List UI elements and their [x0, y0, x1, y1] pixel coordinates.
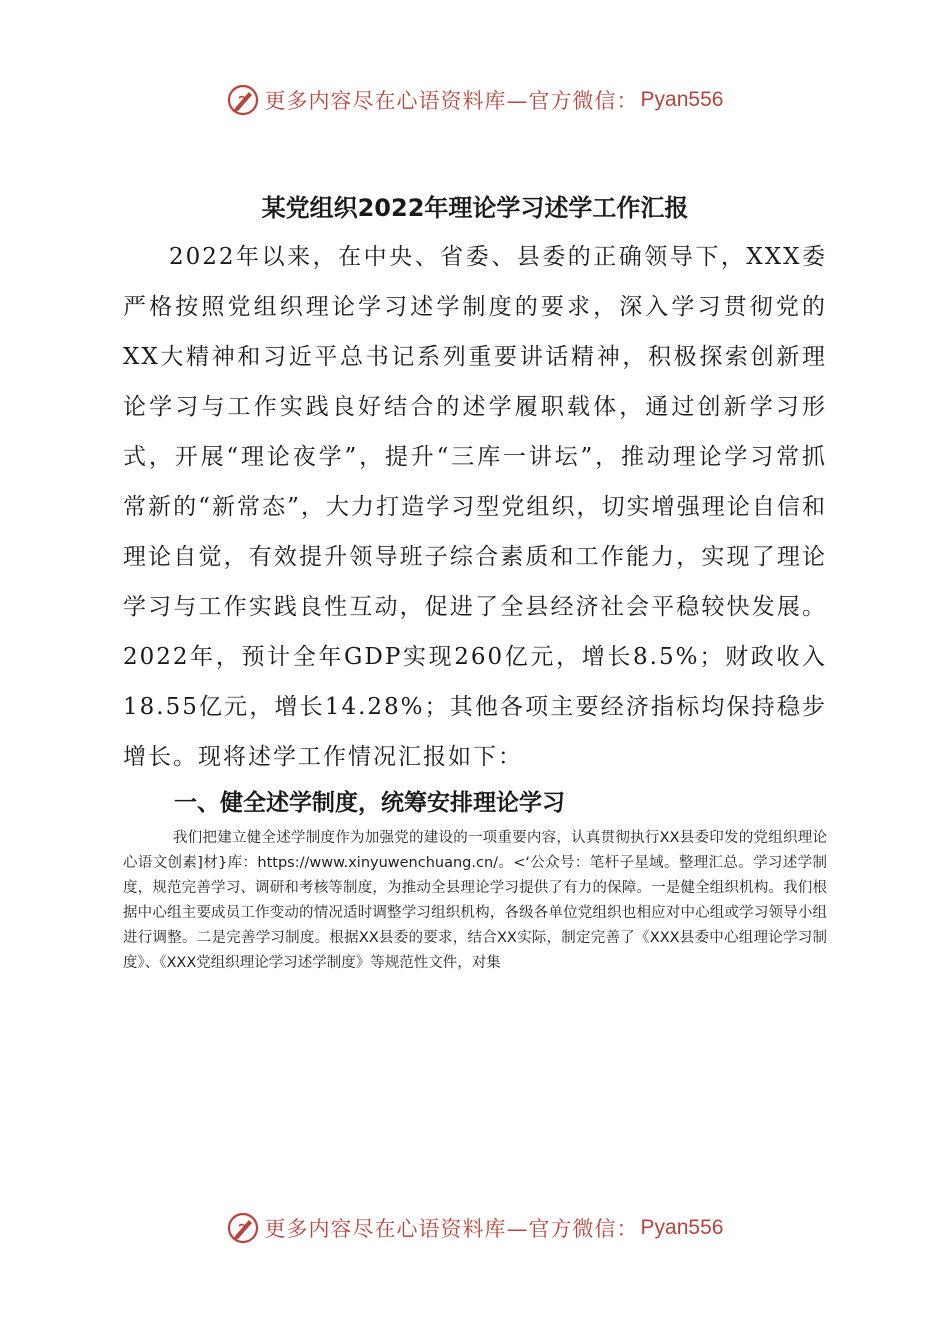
section-1-body: 我们把建立健全述学制度作为加强党的建设的一项重要内容，认真贯彻执行XX县委印发的党组织理论心语文创素]材}库：https://www.xinyuwenchuang.cn/。<‘公众号：笔杆子星域。整理汇总。学习述学制度，规范完善学习、调研和考核等制度，为推动全县理论学习提供了有力的保障。一是健全组织机构。我们根据中心组主要成员工作变动的情况适时调整学习组织机构，各级各单位党组织也相应对中心组或学习领导小组进行调整。二是完善学习制度。根据XX县委的要求，结合XX实际，制定完善了《XXX县委中心组理论学习制度》、《XXX党组织理论学习述学制度》等规范性文件，对集 — [123, 830, 827, 971]
banner-wechat-id: Pyan556 — [640, 1216, 724, 1239]
banner-text: 更多内容尽在心语资料库—官方微信： — [264, 89, 639, 113]
banner-wechat-id: Pyan556 — [640, 88, 724, 111]
document-title: 某党组织2022年理论学习述学工作汇报 — [261, 194, 689, 222]
pen-logo-icon — [227, 1212, 259, 1244]
intro-paragraph: 2022年以来，在中央、省委、县委的正确领导下，XXX委严格按照党组织理论学习述学制度的要求，深入学习贯彻党的XX大精神和习近平总书记系列重要讲话精神，积极探索创新理论学习与工作实践良好结合的述学履职载体，通过创新学习形式，开展“理论夜学”，提升“三库一讲坛”，推动理论学习常抓常新的“新常态”，大力打造学习型党组织，切实增强理论自信和理论自觉，有效提升领导班子综合素质和工作能力，实现了理论学习与工作实践良性互动，促进了全县经济社会平稳较快发展。2022年，预计全年GDP实现260亿元，增长8.5%；财政收入18.55亿元，增长14.28%；其他各项主要经济指标均保持稳步增长。现将述学工作情况汇报如下： — [123, 244, 827, 770]
banner-text: 更多内容尽在心语资料库—官方微信： — [264, 1217, 639, 1241]
section-1-heading: 一、健全述学制度，统筹安排理论学习 — [174, 790, 565, 816]
header-watermark-banner — [0, 84, 950, 116]
pen-logo-icon — [227, 84, 259, 116]
footer-watermark-banner — [0, 1212, 950, 1244]
